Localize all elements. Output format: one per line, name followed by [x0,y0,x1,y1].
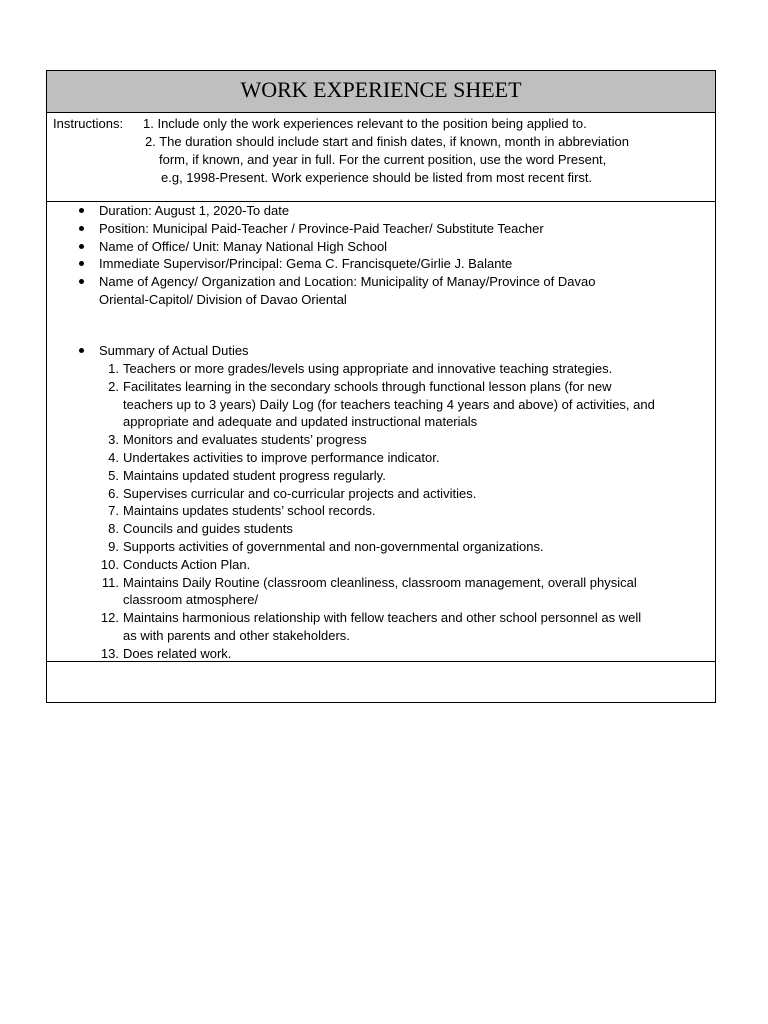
duty-text-line: Undertakes activities to improve performance indicator. [123,450,440,465]
duty-number: 8. [108,521,119,537]
duty-number: 3. [108,432,119,448]
duty-text-line: Teachers or more grades/levels using appropriate and innovative teaching strategies. [123,361,613,376]
duty-item [100,609,713,645]
duty-item [108,449,713,467]
duty-item [108,502,713,520]
duty-text-line: Monitors and evaluates students’ progress [123,432,367,448]
duty-text-line: Conducts Action Plan. [123,556,251,572]
duty-number: 12. [100,610,119,626]
duty-text-line: as with parents and other stakeholders. [123,627,350,643]
duty-text-line: teachers up to 3 years) Daily Log (for teachers teaching 4 years and above) of activities, and [123,396,655,412]
duty-item [101,574,713,610]
duty-text-line: appropriate and adequate and updated instructional materials [123,414,478,430]
detail-duration: Duration: August 1, 2020-To date [99,203,290,218]
duty-text-line: Supervises curricular and co-curricular projects and activities. [123,485,477,501]
duty-number: 4. [108,450,119,465]
duty-number: 13. [100,645,119,661]
duty-item [108,467,713,485]
instruction-item-2-line-1: 2. The duration should include start and finish dates, if known, month in abbreviation [145,134,629,149]
instruction-item-2-line-3: e.g, 1998-Present. Work experience should be listed from most recent first. [161,170,593,185]
duty-text-line: Maintains Daily Routine (classroom cleanliness, classroom management, overall physical [123,574,637,590]
duty-item [108,485,713,503]
duty-text-line: Does related work. [123,645,232,661]
duty-text-line: Facilitates learning in the secondary schools through functional lesson plans (for new [123,378,612,394]
duty-text-line: Maintains updated student progress regularly. [123,467,386,483]
detail-agency: Name of Agency/ Organization and Location: Municipality of Manay/Province of Davao [99,274,596,290]
summary-heading: Summary of Actual Duties [99,343,249,358]
duty-text-line: Councils and guides students [123,521,293,537]
duty-number: 7. [108,503,119,519]
duty-number: 9. [108,539,119,554]
duty-item [108,431,713,449]
duty-text-line: classroom atmosphere/ [123,592,259,608]
duty-item [100,556,713,574]
duty-number: 2. [108,378,119,394]
detail-office: Name of Office/ Unit: Manay National High School [99,238,388,254]
instruction-item-1: 1. Include only the work experiences relevant to the position being applied to. [143,116,587,131]
experience-details-section [47,202,715,662]
instructions-section [47,113,715,202]
detail-agency-continued: Oriental-Capitol/ Division of Davao Oriental [99,292,347,307]
duty-item [108,538,713,556]
instructions-label: Instructions: [53,116,124,131]
duty-number: 5. [108,467,119,483]
duty-number: 6. [108,485,119,501]
duty-item [108,360,713,378]
duty-item [108,378,713,431]
duty-item [108,520,713,538]
duty-number: 1. [108,361,119,376]
detail-supervisor: Immediate Supervisor/Principal: Gema C. Francisquete/Girlie J. Balante [99,256,513,272]
empty-row [47,662,715,702]
work-experience-table [46,70,716,703]
instruction-item-2-line-2: form, if known, and year in full. For the current position, use the word Present, [159,152,607,167]
duty-text-line: Supports activities of governmental and non-governmental organizations. [123,539,544,554]
duty-text-line: Maintains updates students’ school records. [123,503,376,519]
duty-item [100,645,713,663]
detail-position: Position: Municipal Paid-Teacher / Province-Paid Teacher/ Substitute Teacher [99,220,544,236]
duty-number: 11. [101,574,119,590]
duty-number: 10. [100,556,119,572]
sheet-title: WORK EXPERIENCE SHEET [47,71,715,113]
duty-text-line: Maintains harmonious relationship with fellow teachers and other school personnel as well [123,610,642,626]
